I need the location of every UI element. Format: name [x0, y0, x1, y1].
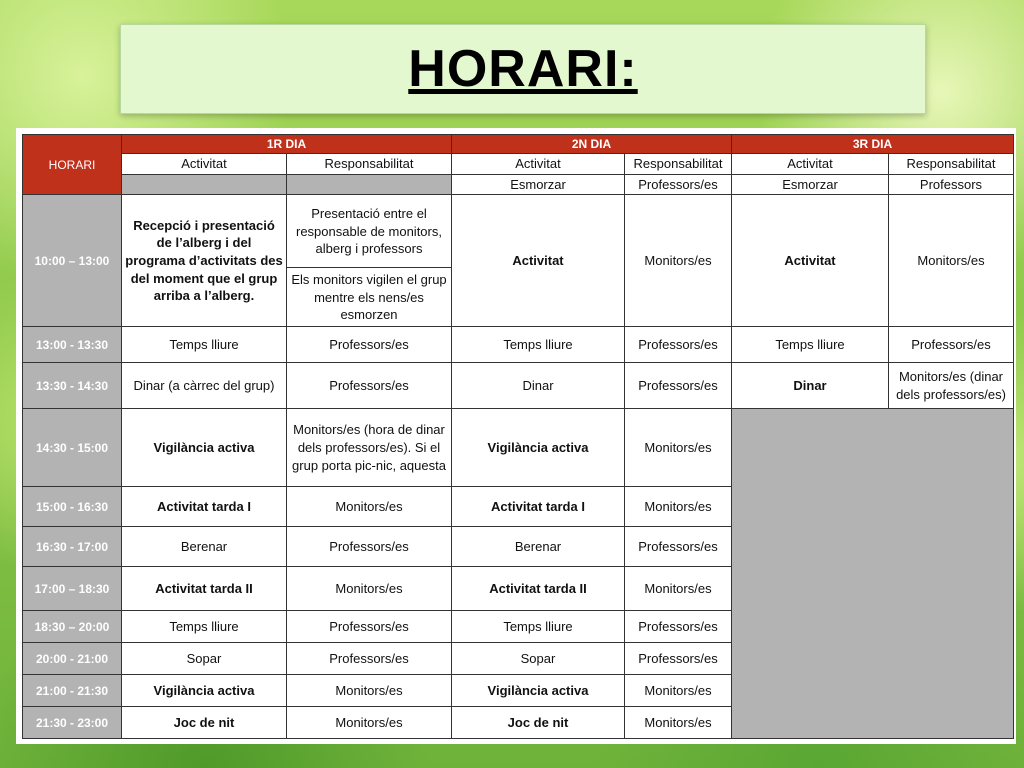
- d1-activity: Joc de nit: [122, 707, 287, 739]
- d3-activity: Activitat: [732, 195, 889, 327]
- d2-activity: Sopar: [452, 643, 625, 675]
- d1-activity: Activitat tarda I: [122, 487, 287, 527]
- time-cell: 13:30 - 14:30: [23, 363, 122, 409]
- d1-activity: Vigilància activa: [122, 409, 287, 487]
- d2-activity: Temps lliure: [452, 611, 625, 643]
- d1-breakfast-empty: [122, 174, 287, 195]
- d1-responsibility: Professors/es: [287, 643, 452, 675]
- day-2-header: 2N DIA: [452, 135, 732, 154]
- d3-responsabilitat-header: Responsabilitat: [889, 154, 1014, 175]
- d2-activity: Activitat: [452, 195, 625, 327]
- time-cell: 21:00 - 21:30: [23, 675, 122, 707]
- d1-activity: Dinar (a càrrec del grup): [122, 363, 287, 409]
- d1-responsibility: Monitors/es: [287, 707, 452, 739]
- d3-responsibility: Monitors/es: [889, 195, 1014, 327]
- d3-activitat-header: Activitat: [732, 154, 889, 175]
- d2-activity: Vigilància activa: [452, 409, 625, 487]
- day-3-header: 3R DIA: [732, 135, 1014, 154]
- d1-responsibility: Professors/es: [287, 611, 452, 643]
- d2-responsibility: Professors/es: [625, 527, 732, 567]
- time-cell: 15:00 - 16:30: [23, 487, 122, 527]
- table-row: [23, 327, 1014, 363]
- d2-activity: Activitat tarda II: [452, 567, 625, 611]
- d2-responsibility: Monitors/es: [625, 487, 732, 527]
- d2-responsibility: Monitors/es: [625, 675, 732, 707]
- day-1-header: 1R DIA: [122, 135, 452, 154]
- d2-breakfast-resp: Professors/es: [625, 174, 732, 195]
- d2-activity: Dinar: [452, 363, 625, 409]
- d1-breakfast-resp-empty: [287, 174, 452, 195]
- d2-responsabilitat-header: Responsabilitat: [625, 154, 732, 175]
- d2-responsibility: Monitors/es: [625, 707, 732, 739]
- d1-activity: Sopar: [122, 643, 287, 675]
- d2-responsibility: Professors/es: [625, 643, 732, 675]
- time-cell: 16:30 - 17:00: [23, 527, 122, 567]
- d2-activity: Vigilància activa: [452, 675, 625, 707]
- table-row: [23, 195, 1014, 327]
- d3-breakfast-act: Esmorzar: [732, 174, 889, 195]
- d2-breakfast-act: Esmorzar: [452, 174, 625, 195]
- page-title: HORARI:: [408, 40, 638, 98]
- d1-responsabilitat-header: Responsabilitat: [287, 154, 452, 175]
- time-cell: 14:30 - 15:00: [23, 409, 122, 487]
- time-cell: 17:00 – 18:30: [23, 567, 122, 611]
- table-row: [23, 409, 1014, 487]
- horari-header: HORARI: [23, 135, 122, 195]
- d1-activity: Temps lliure: [122, 611, 287, 643]
- d2-responsibility: Professors/es: [625, 363, 732, 409]
- d1-responsibility: Professors/es: [287, 363, 452, 409]
- d3-activity: Temps lliure: [732, 327, 889, 363]
- d2-activity: Activitat tarda I: [452, 487, 625, 527]
- d1-activitat-header: Activitat: [122, 154, 287, 175]
- day-3-empty-block: [732, 409, 1014, 739]
- d1-activity: Temps lliure: [122, 327, 287, 363]
- d3-responsibility: Monitors/es (dinar dels professors/es): [889, 363, 1014, 409]
- table-row: [23, 363, 1014, 409]
- title-banner: [120, 24, 926, 114]
- time-cell: 18:30 – 20:00: [23, 611, 122, 643]
- d2-activity: Temps lliure: [452, 327, 625, 363]
- d1-activity: Recepció i presentació de l’alberg i del programa d’activitats des del moment que el grup arriba a l’alberg.: [122, 195, 287, 327]
- d1-responsibility-bottom: Els monitors vigilen el grup mentre els nens/es esmorzen: [291, 271, 447, 323]
- time-cell: 20:00 - 21:00: [23, 643, 122, 675]
- d2-activitat-header: Activitat: [452, 154, 625, 175]
- d1-responsibility-split: [287, 195, 452, 327]
- d2-responsibility: Professors/es: [625, 611, 732, 643]
- d2-responsibility: Monitors/es: [625, 567, 732, 611]
- d1-responsibility-top: Presentació entre el responsable de monitors, alberg i professors: [287, 195, 451, 268]
- d1-responsibility: Professors/es: [287, 327, 452, 363]
- schedule-sheet: [16, 128, 1016, 744]
- time-cell: 10:00 – 13:00: [23, 195, 122, 327]
- d1-activity: Activitat tarda II: [122, 567, 287, 611]
- d3-activity: Dinar: [732, 363, 889, 409]
- d3-breakfast-resp: Professors: [889, 174, 1014, 195]
- d1-responsibility: Monitors/es: [287, 487, 452, 527]
- d3-responsibility: Professors/es: [889, 327, 1014, 363]
- d2-responsibility: Professors/es: [625, 327, 732, 363]
- d1-responsibility: Professors/es: [287, 527, 452, 567]
- d2-responsibility: Monitors/es: [625, 409, 732, 487]
- time-cell: 13:00 - 13:30: [23, 327, 122, 363]
- d1-responsibility: Monitors/es: [287, 567, 452, 611]
- schedule-table: [22, 134, 1014, 739]
- d1-activity: Vigilància activa: [122, 675, 287, 707]
- d2-activity: Berenar: [452, 527, 625, 567]
- d1-responsibility: Monitors/es: [287, 675, 452, 707]
- d2-activity: Joc de nit: [452, 707, 625, 739]
- d1-responsibility: Monitors/es (hora de dinar dels professors/es). Si el grup porta pic-nic, aquesta: [287, 409, 452, 487]
- d1-activity: Berenar: [122, 527, 287, 567]
- time-cell: 21:30 - 23:00: [23, 707, 122, 739]
- d2-responsibility: Monitors/es: [625, 195, 732, 327]
